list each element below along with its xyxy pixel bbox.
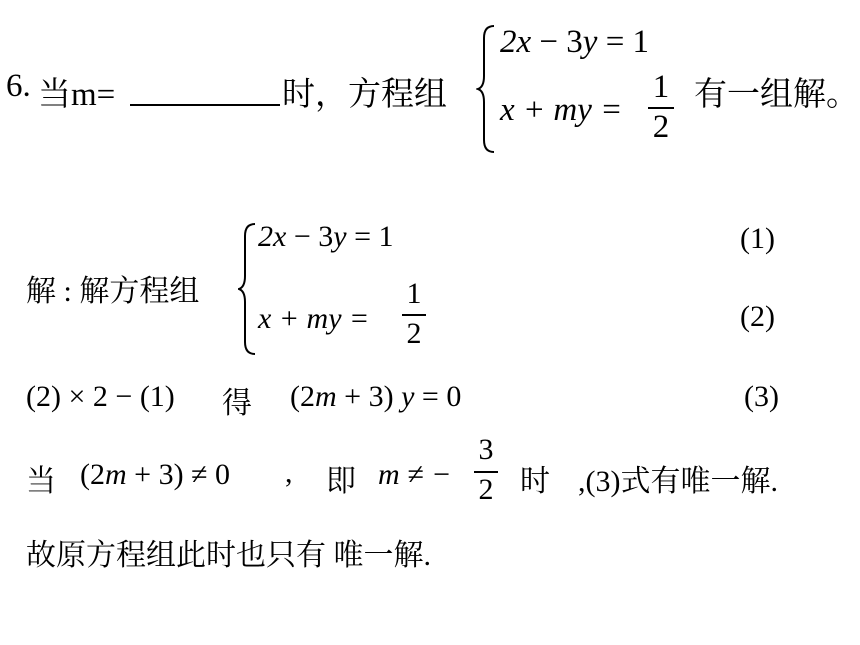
solution-step-ops: (2) × 2 − (1) (26, 380, 175, 413)
question-middle: 时，方程组 (282, 77, 447, 113)
solution-cond-m: m ≠ − (378, 458, 452, 491)
solution-cond-numerator: 3 (478, 433, 494, 466)
solution-conclusion: 故原方程组此时也只有 唯一解. (26, 539, 431, 572)
solution-cond-when: 当 (26, 465, 56, 498)
question-suffix: 有一组解。 (694, 77, 859, 113)
fraction-bar (474, 471, 498, 473)
solution-eq2-denominator: 2 (406, 317, 422, 350)
solution-tag1: (1) (740, 222, 775, 255)
answer-blank (130, 104, 280, 106)
fraction-bar (648, 107, 674, 109)
solution-eq1: 2x − 3y = 1 (258, 220, 394, 253)
question-number: 6. (6, 68, 31, 104)
question-brace (476, 24, 498, 154)
solution-eq2-numerator: 1 (406, 277, 422, 310)
solution-step-result: (2m + 3) y = 0 (290, 380, 462, 413)
question-eq2-left: x + my = (500, 92, 623, 128)
solution-cond-expr: (2m + 3) ≠ 0 (80, 458, 231, 491)
question-eq2-denominator: 2 (652, 109, 670, 145)
solution-step-word: 得 (222, 387, 252, 420)
solution-label: 解 : 解方程组 (26, 275, 200, 308)
solution-tag3: (3) (744, 380, 779, 413)
question-prefix: 当m= (38, 77, 116, 113)
solution-cond-tail: ,(3)式有唯一解. (578, 465, 778, 498)
solution-eq2-fraction (402, 278, 426, 350)
solution-brace (238, 222, 258, 356)
solution-cond-denominator: 2 (478, 473, 494, 506)
question-eq2-fraction (648, 70, 674, 144)
solution-tag2: (2) (740, 300, 775, 333)
question-eq1: 2x − 3y = 1 (500, 24, 650, 60)
fraction-bar (402, 314, 426, 316)
question-eq2-numerator: 1 (652, 69, 670, 105)
solution-cond-fraction (474, 434, 498, 506)
solution-cond-then: 时 (520, 465, 550, 498)
solution-eq2-left: x + my = (258, 302, 370, 335)
solution-cond-sep: , (285, 456, 293, 489)
solution-cond-ie: 即 (326, 465, 356, 498)
